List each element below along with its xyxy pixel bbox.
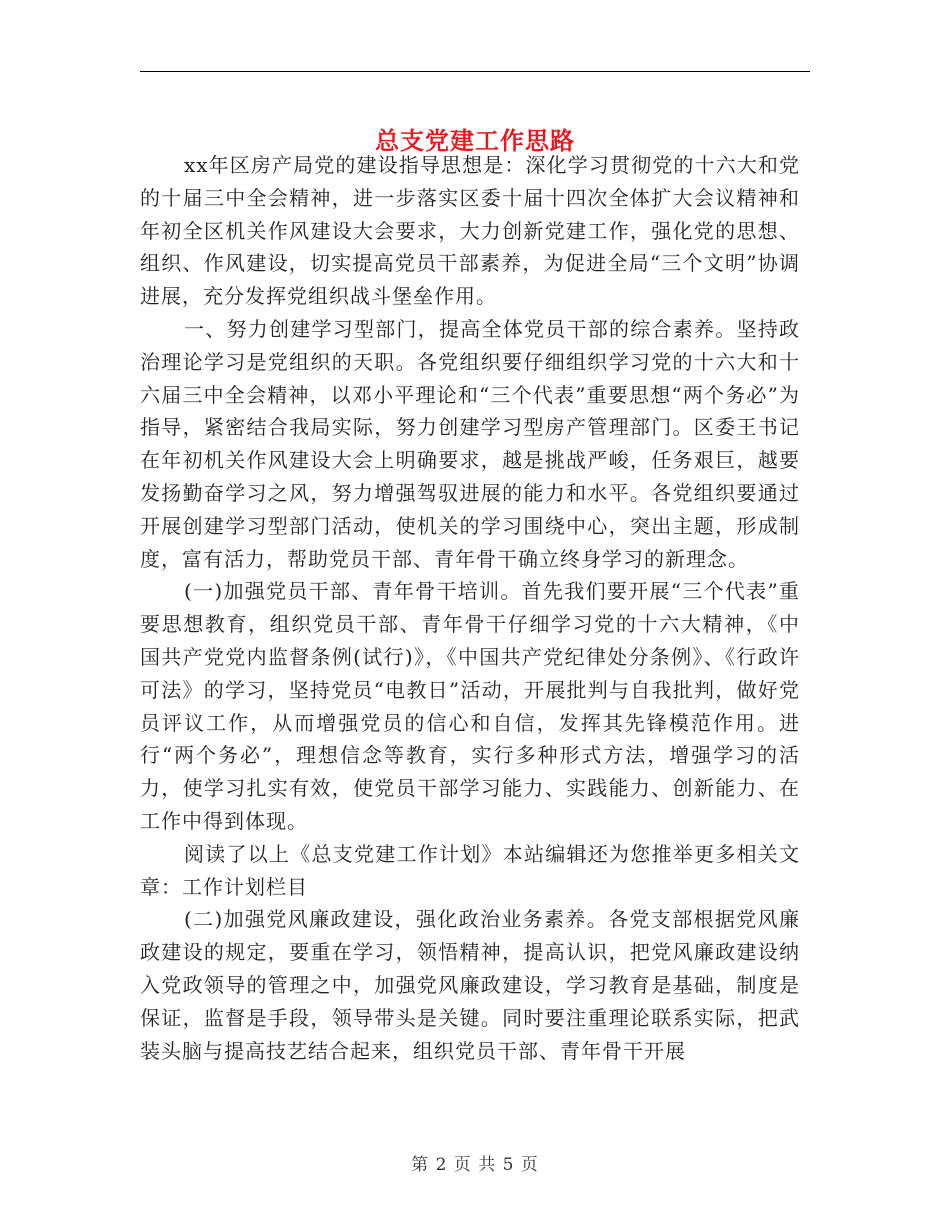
- document-body: [140, 149, 800, 1067]
- section-one-paragraph: 一、努力创建学习型部门，提高全体党员干部的综合素养。坚持政治理论学习是党组织的天职。各党组织要仔细组织学习党的十六大和十六届三中全会精神，以邓小平理论和“三个代表”重要思想“两个务必”为指导，紧密结合我局实际，努力创建学习型房产管理部门。区委王书记在年初机关作风建设大会上明确要求，越是挑战严峻，任务艰巨，越要发扬勤奋学习之风，努力增强驾驭进展的能力和水平。各党组织要通过开展创建学习型部门活动，使机关的学习围绕中心，突出主题，形成制度，富有活力，帮助党员干部、青年骨干确立终身学习的新理念。: [140, 316, 800, 571]
- subsection-two-paragraph: (二)加强党风廉政建设，强化政治业务素养。各党支部根据党风廉政建设的规定，要重在学习，领悟精神，提高认识，把党风廉政建设纳入党政领导的管理之中，加强党风廉政建设，学习教育是基础，制度是保证，监督是手段，领导带头是关键。同时要注重理论联系实际，把武装头脑与提高技艺结合起来，组织党员干部、青年骨干开展: [140, 907, 800, 1063]
- document-title: 总支党建工作思路: [375, 126, 575, 156]
- subsection-one-paragraph: (一)加强党员干部、青年骨干培训。首先我们要开展“三个代表”重要思想教育，组织党员干部、青年骨干仔细学习党的十六大精神，《中国共产党党内监督条例(试行)》，《中国共产党纪律处分条例》、《行政许可法》的学习，坚持党员“电教日”活动，开展批判与自我批判，做好党员评议工作，从而增强党员的信心和自信，发挥其先锋模范作用。进行“两个务必”，理想信念等教育，实行多种形式方法，增强学习的活力，使学习扎实有效，使党员干部学习能力、实践能力、创新能力、在工作中得到体现。: [140, 579, 800, 833]
- page-number-footer: 第 2 页 共 5 页: [411, 1155, 539, 1175]
- related-articles-note: 阅读了以上《总支党建工作计划》本站编辑还为您推举更多相关文章：工作计划栏目: [140, 841, 800, 899]
- intro-paragraph: xx年区房产局党的建设指导思想是：深化学习贯彻党的十六大和党的十届三中全会精神，进一步落实区委十届十四次全体扩大会议精神和年初全区机关作风建设大会要求，大力创新党建工作，强化党的思想、组织、作风建设，切实提高党员干部素养，为促进全局“三个文明”协调进展，充分发挥党组织战斗堡垒作用。: [140, 153, 800, 309]
- header-rule: [140, 71, 810, 72]
